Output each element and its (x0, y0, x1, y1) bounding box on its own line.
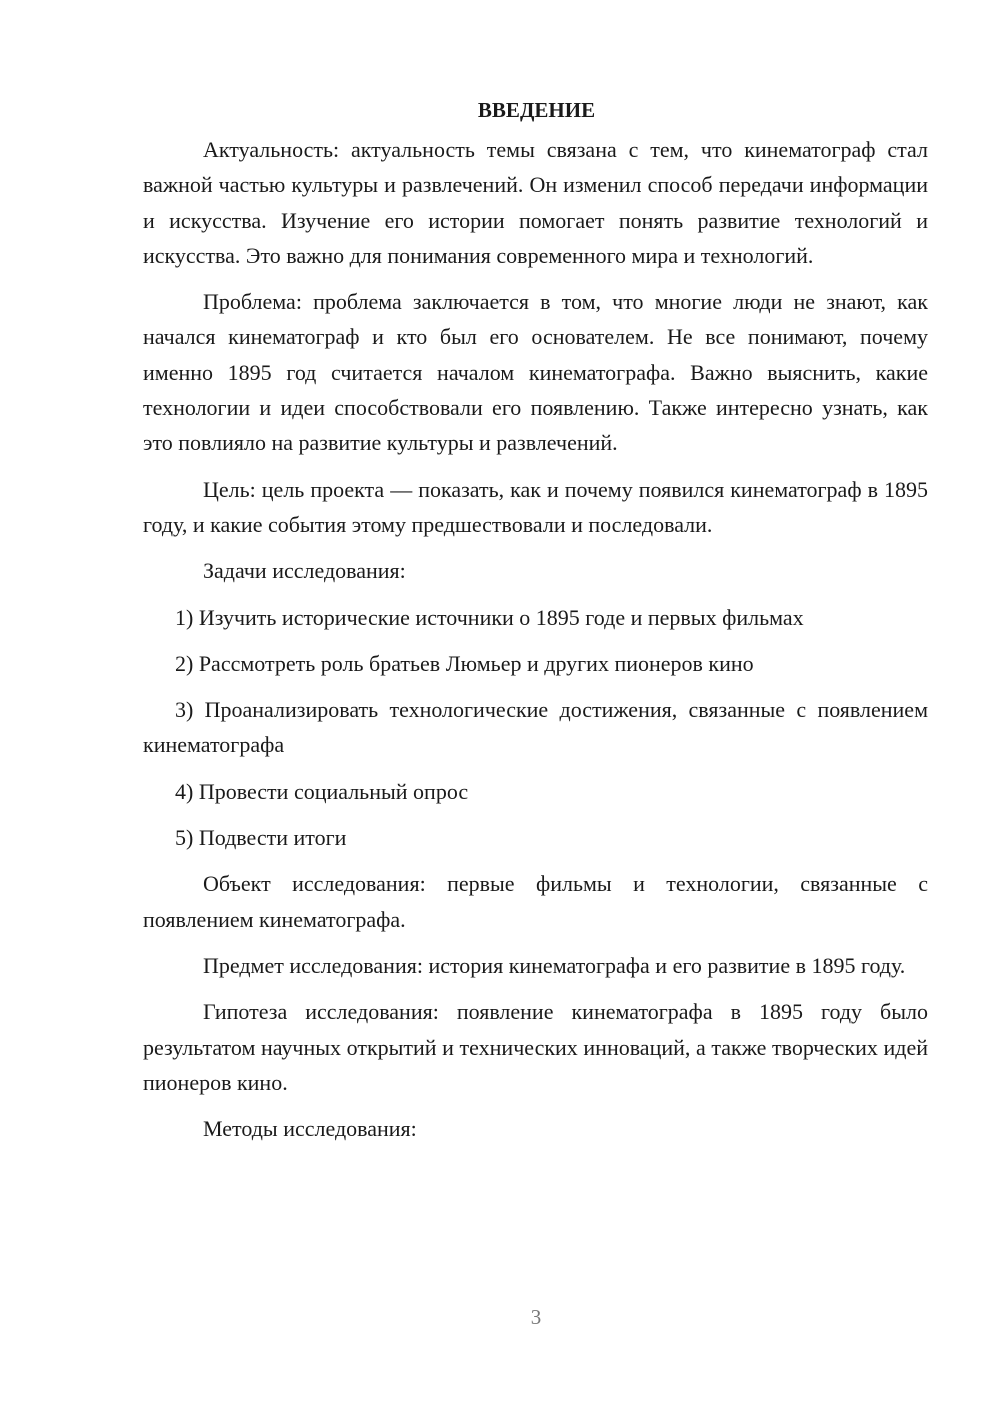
page-number: 3 (530, 1305, 542, 1329)
paragraph-hypothesis: Гипотеза исследования: появление кинематографа в 1895 году было результатом научных открытий и технических инноваций, а также творческих идей пионеров кино. (143, 999, 928, 1095)
task-item: 4) Провести социальный опрос (175, 778, 469, 804)
paragraph-subject: Предмет исследования: история кинематографа и его развитие в 1895 году. (203, 952, 906, 978)
paragraph-tasks-heading: Задачи исследования: (203, 558, 406, 584)
task-item: 2) Рассмотреть роль братьев Люмьер и других пионеров кино (175, 650, 754, 676)
paragraph-methods: Методы исследования: (203, 1116, 417, 1142)
page-title: ВВЕДЕНИЕ (477, 98, 596, 122)
paragraph-goal: Цель: цель проекта — показать, как и почему появился кинематограф в 1895 году, и какие события этому предшествовали и последовали. (143, 476, 928, 537)
task-item: 5) Подвести итоги (175, 825, 347, 851)
paragraph-problem: Проблема: проблема заключается в том, что многие люди не знают, как начался кинематограф и кто был его основателем. Не все понимают, почему именно 1895 год считается началом кинематографа. Важно выяснить, какие технологии и идеи способствовали его появлению. Также интересно узнать, как это повлияло на развитие культуры и развлечений. (143, 289, 928, 456)
document-page (143, 92, 928, 1157)
paragraph-relevance: Актуальность: актуальность темы связана с тем, что кинематограф стал важной частью культуры и развлечений. Он изменил способ передачи информации и искусства. Изучение его истории помогает понять развитие технологий и искусства. Это важно для понимания современного мира и технологий. (143, 137, 928, 268)
task-item: 3) Проанализировать технологические достижения, связанные с появлением кинематографа (143, 697, 928, 758)
paragraph-object: Объект исследования: первые фильмы и технологии, связанные с появлением кинематографа. (143, 871, 928, 932)
task-item: 1) Изучить исторические источники о 1895 годе и первых фильмах (175, 604, 804, 630)
